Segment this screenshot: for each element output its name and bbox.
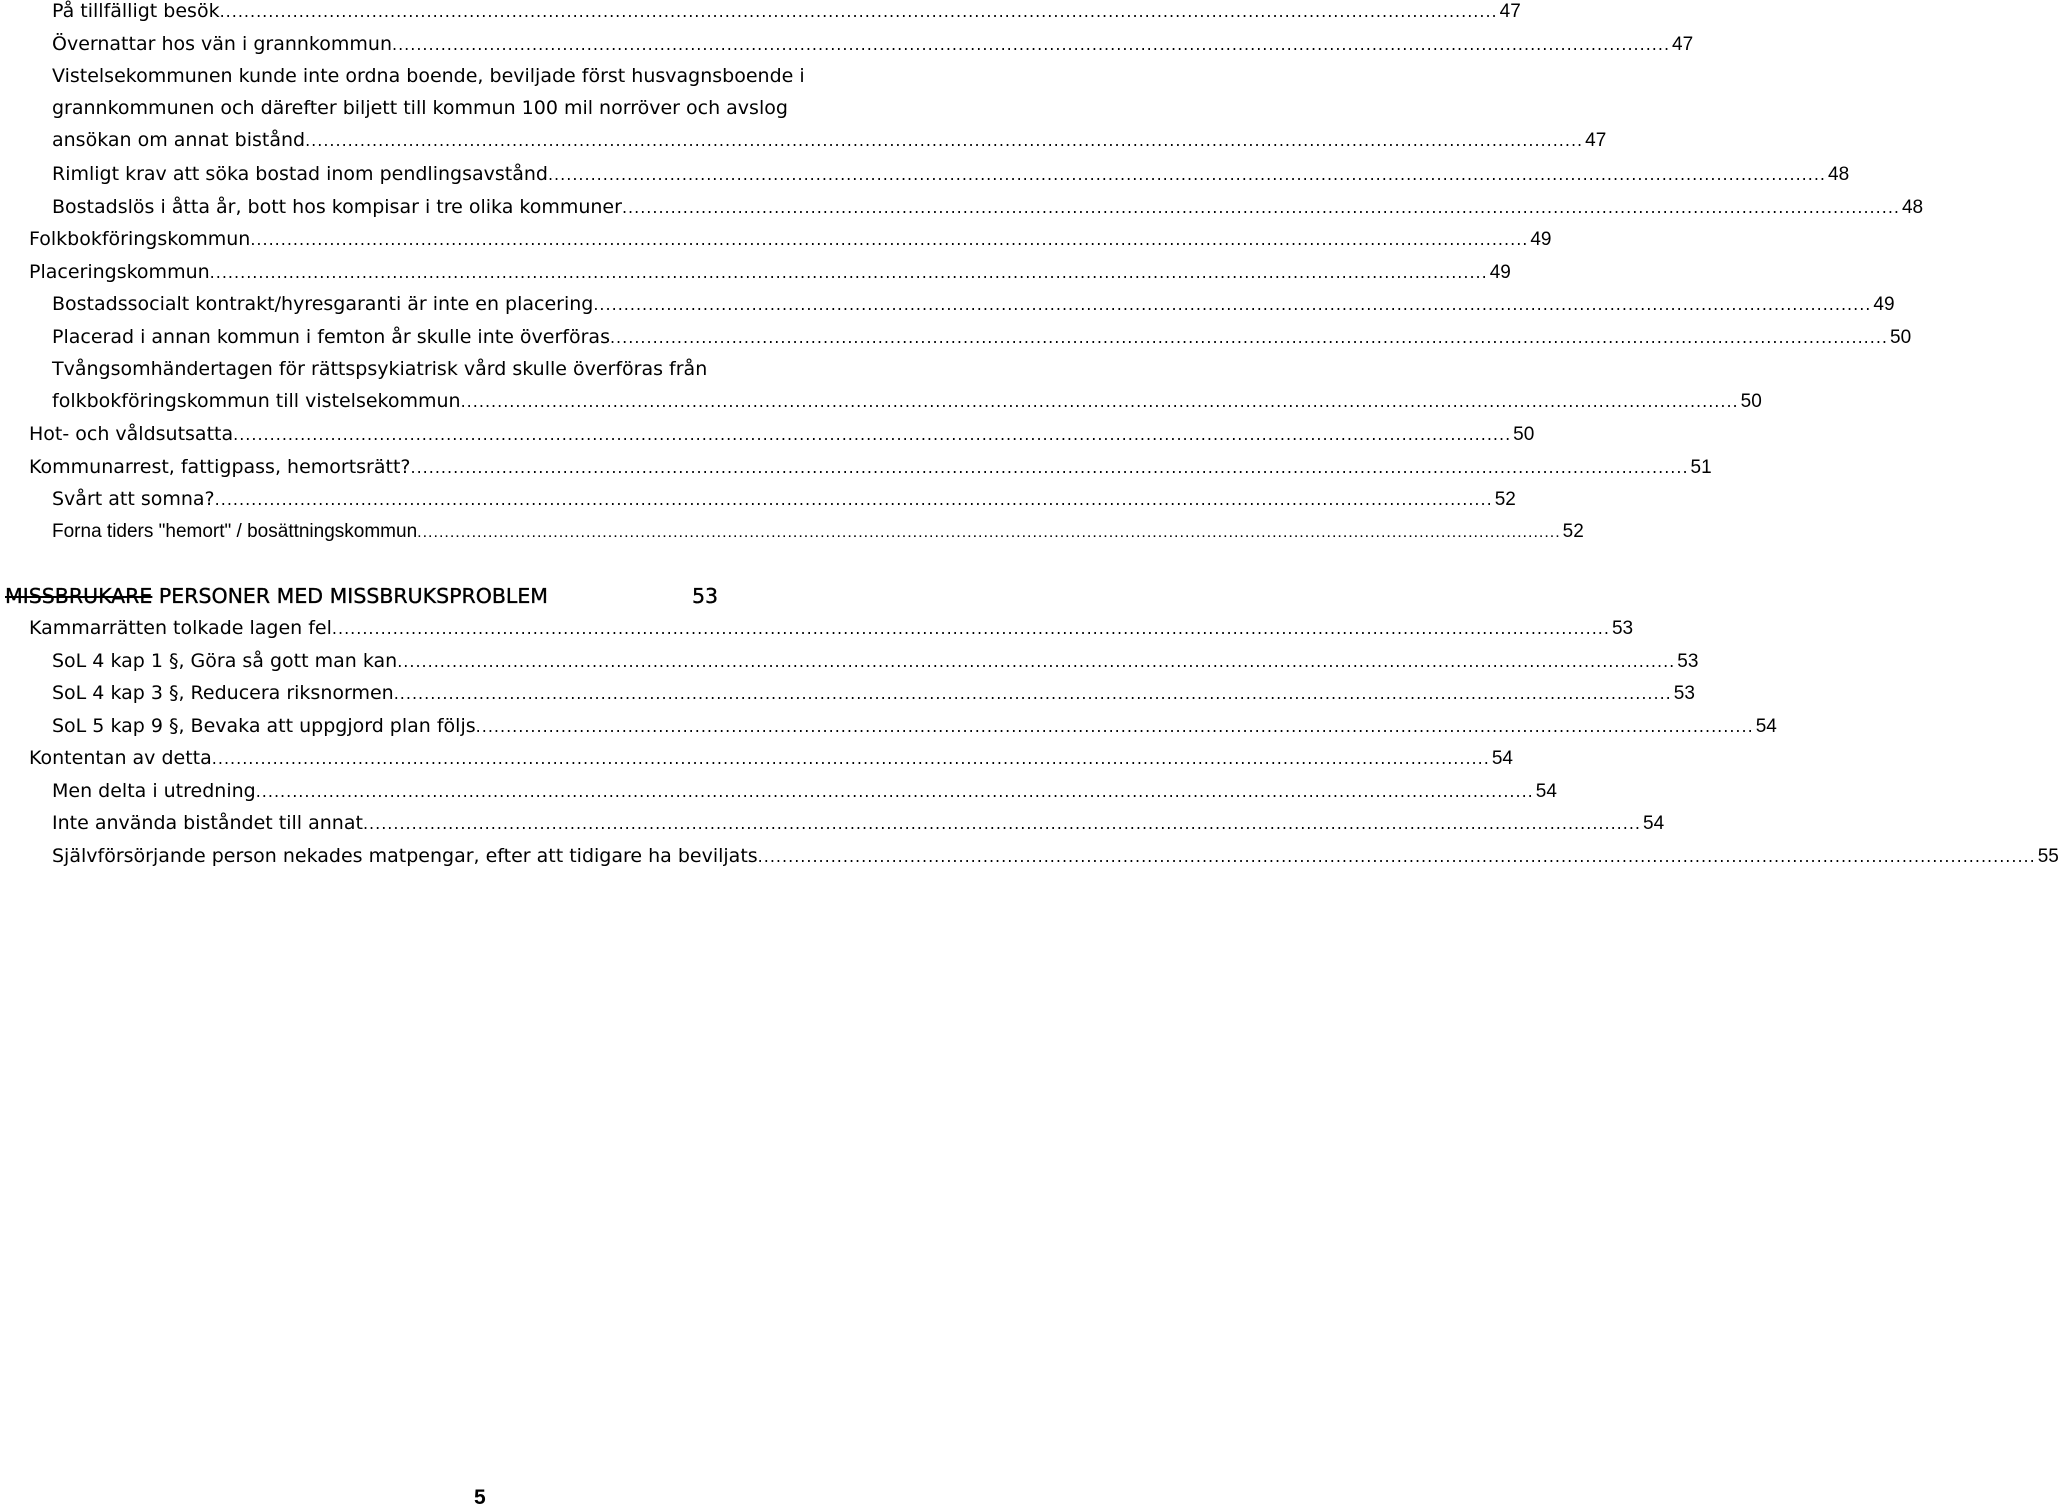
- toc-entry-page: 51: [1690, 457, 1712, 478]
- toc-entry-page: 54: [1491, 748, 1513, 769]
- dot-leader: ..................................................................................................................................................................................................................: [250, 230, 1529, 249]
- section-heading-page: 53: [692, 584, 719, 608]
- toc-entry-page: 53: [1677, 651, 1699, 672]
- toc-entry-page: 49: [1489, 262, 1511, 283]
- toc-entry-page: 47: [1585, 130, 1607, 151]
- toc-entry-title: Hot- och våldsutsatta: [29, 423, 234, 445]
- toc-entry[interactable]: [29, 451, 1712, 485]
- dot-leader: ..................................................................................................................................................................................................................: [305, 131, 1584, 150]
- toc-entry-page: 53: [1611, 618, 1634, 639]
- toc-entry-multiline[interactable]: [52, 353, 1762, 419]
- toc-entry-page: 52: [1562, 521, 1584, 542]
- toc-entry[interactable]: [29, 256, 1511, 290]
- toc-entry-page: 49: [1530, 229, 1552, 250]
- toc-entry-page: 48: [1901, 197, 1924, 218]
- toc-entry-page: 47: [1672, 34, 1694, 55]
- dot-leader: ..................................................................................................................................................................................................................: [410, 458, 1689, 477]
- toc-entry[interactable]: [52, 288, 1895, 322]
- section-heading-text: PERSONER MED MISSBRUKSPROBLEM: [152, 584, 548, 608]
- toc-entry-title: Kommunarrest, fattigpass, hemortsrätt?: [29, 456, 411, 478]
- section-heading[interactable]: [5, 581, 719, 611]
- toc-entry-title: Bostadslös i åtta år, bott hos kompisar i tre olika kommuner: [52, 196, 622, 218]
- dot-leader: ..................................................................................................................................................................................................................: [233, 425, 1512, 444]
- dot-leader: ..................................................................................................................................................................................................................: [214, 490, 1493, 509]
- toc-entry-title-line: grannkommunen och därefter biljett till kommun 100 mil norröver och avslog: [52, 97, 788, 119]
- toc-entry-title: Placeringskommun: [29, 261, 210, 283]
- dot-leader: ..................................................................................................................................................................................................................: [593, 295, 1872, 314]
- toc-entry[interactable]: [29, 223, 1552, 257]
- toc-entry-page: 54: [1643, 813, 1665, 834]
- dot-leader: ..................................................................................................................................................................................................................: [211, 749, 1490, 768]
- toc-entry-last-line: [52, 385, 1762, 419]
- dot-leader: ..................................................................................................................................................................................................................: [609, 328, 1889, 347]
- toc-entry-page: 49: [1873, 294, 1895, 315]
- toc-entry[interactable]: [52, 158, 1850, 192]
- toc-entry-title-line: ansökan om annat bistånd: [52, 129, 306, 151]
- toc-entry[interactable]: [52, 645, 1699, 679]
- toc-entry-page: 55: [2037, 846, 2059, 867]
- toc-entry-multiline[interactable]: [52, 60, 1607, 158]
- toc-entry-last-line: [52, 124, 1607, 158]
- toc-entry[interactable]: [52, 28, 1694, 62]
- dot-leader: ..................................................................................................................................................................................................................: [331, 619, 1610, 638]
- toc-entry-title: Folkbokföringskommun: [29, 228, 251, 250]
- dot-leader: ..................................................................................................................................................................................................................: [209, 263, 1488, 282]
- toc-entry-title: Rimligt krav att söka bostad inom pendlingsavstånd: [52, 163, 548, 185]
- dot-leader: ..................................................................................................................................................................................................................: [393, 684, 1672, 703]
- toc-entry-page: 48: [1828, 164, 1850, 185]
- toc-entry-page: 50: [1513, 424, 1535, 445]
- dot-leader: ..................................................................................................................................................................................................................: [397, 652, 1676, 671]
- toc-entry[interactable]: [52, 483, 1516, 517]
- toc-entry[interactable]: [29, 742, 1513, 776]
- section-heading-struck-word: MISSBRUKARE: [5, 584, 153, 608]
- toc-entry-title: Kontentan av detta: [29, 747, 212, 769]
- dot-leader: ..................................................................................................................................................................................................................: [255, 782, 1534, 801]
- toc-entry-page: 50: [1740, 391, 1762, 412]
- toc-entry[interactable]: [29, 418, 1535, 452]
- dot-leader: ..................................................................................................................................................................................................................: [417, 524, 1561, 541]
- toc-entry-title: Svårt att somna?: [52, 488, 215, 510]
- toc-entry-title: Inte använda biståndet till annat: [52, 812, 363, 834]
- toc-entry-title-line: folkbokföringskommun till vistelsekommun: [52, 390, 461, 412]
- toc-entry-title: Kammarrätten tolkade lagen fel: [29, 617, 332, 639]
- toc-entry-title: SoL 4 kap 1 §, Göra så gott man kan: [52, 650, 398, 672]
- toc-entry-title: SoL 5 kap 9 §, Bevaka att uppgjord plan följs: [52, 715, 476, 737]
- toc-entry-page: 54: [1755, 716, 1777, 737]
- toc-entry[interactable]: [52, 840, 2059, 874]
- toc-entry-title: Men delta i utredning: [52, 780, 256, 802]
- page-number: 5: [474, 1486, 486, 1509]
- dot-leader: ..................................................................................................................................................................................................................: [547, 165, 1827, 184]
- toc-entry[interactable]: [29, 612, 1634, 646]
- toc-entry-page: 53: [1673, 683, 1695, 704]
- dot-leader: ..................................................................................................................................................................................................................: [757, 847, 2036, 866]
- dot-leader: ..................................................................................................................................................................................................................: [392, 35, 1671, 54]
- toc-entry-page: 52: [1494, 489, 1516, 510]
- toc-entry-title: Forna tiders "hemort" / bosättningskommun: [52, 521, 418, 542]
- toc-entry-title: SoL 4 kap 3 §, Reducera riksnormen: [52, 682, 394, 704]
- toc-entry-page: 54: [1535, 781, 1557, 802]
- toc-entry-page: 50: [1890, 327, 1912, 348]
- dot-leader: ..................................................................................................................................................................................................................: [219, 2, 1498, 21]
- dot-leader: ..................................................................................................................................................................................................................: [475, 717, 1754, 736]
- toc-entry-title-line: Tvångsomhändertagen för rättspsykiatrisk vård skulle överföras från: [52, 358, 708, 380]
- dot-leader: ..................................................................................................................................................................................................................: [460, 392, 1739, 411]
- toc-entry-title: Placerad i annan kommun i femton år skulle inte överföras: [52, 326, 610, 348]
- toc-entry-title: Bostadssocialt kontrakt/hyresgaranti är inte en placering: [52, 293, 594, 315]
- dot-leader: ..................................................................................................................................................................................................................: [362, 814, 1641, 833]
- toc-entry-page: 47: [1499, 1, 1521, 22]
- toc-entry-title: Självförsörjande person nekades matpengar, efter att tidigare ha beviljats: [52, 845, 758, 867]
- toc-entry[interactable]: [52, 0, 1521, 29]
- toc-entry[interactable]: [52, 191, 1924, 225]
- toc-entry[interactable]: [52, 321, 1912, 355]
- toc-entry-title: På tillfälligt besök: [52, 0, 220, 22]
- toc-entry[interactable]: [52, 677, 1695, 711]
- toc-entry[interactable]: [52, 516, 1584, 550]
- toc-entry-title: Övernattar hos vän i grannkommun: [52, 33, 392, 55]
- toc-entry[interactable]: [52, 775, 1557, 809]
- toc-entry-title-line: Vistelsekommunen kunde inte ordna boende, beviljade först husvagnsboende i: [52, 65, 805, 87]
- dot-leader: ..................................................................................................................................................................................................................: [621, 198, 1900, 217]
- toc-entry[interactable]: [52, 710, 1777, 744]
- toc-entry[interactable]: [52, 807, 1665, 841]
